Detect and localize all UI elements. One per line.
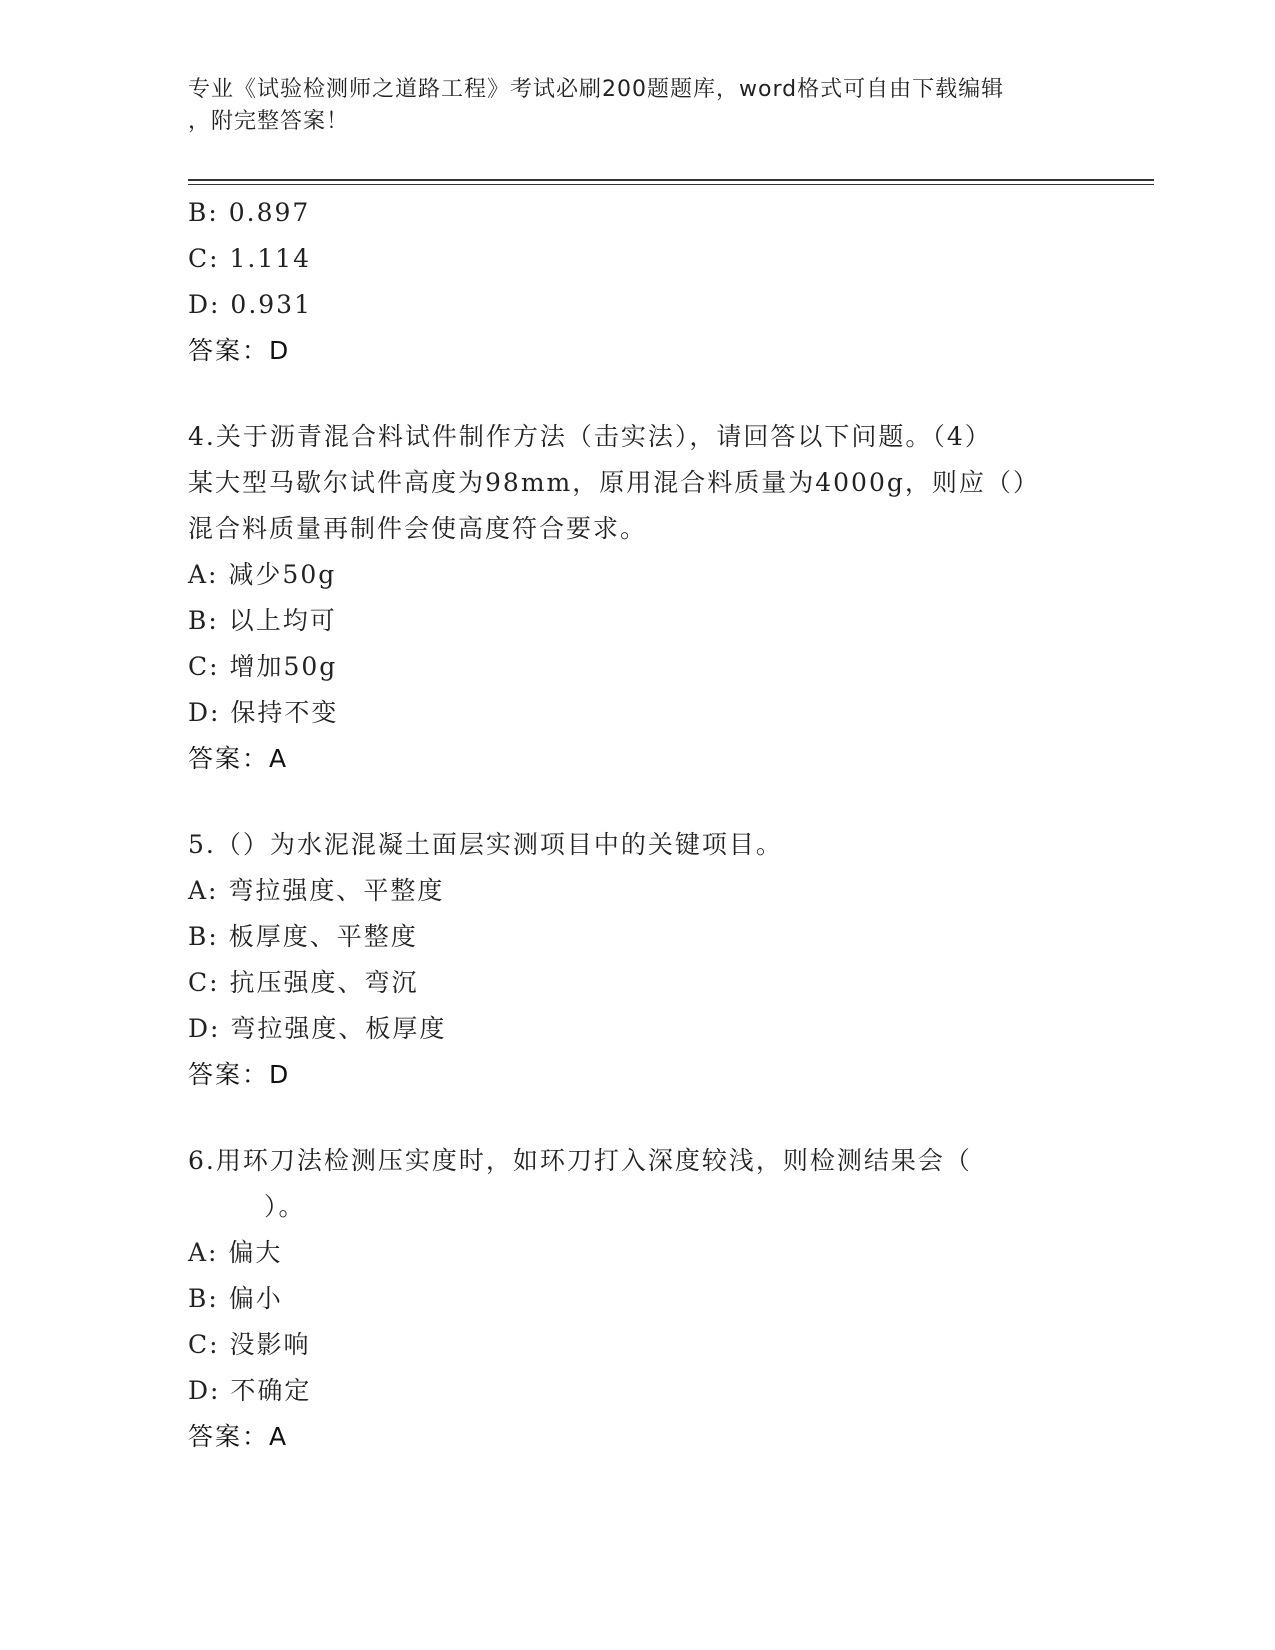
option-b: B: 0.897 — [188, 198, 311, 227]
question-stem-line: 6.用环刀法检测压实度时，如环刀打入深度较浅，则检测结果会（ — [188, 1146, 972, 1175]
question-6 — [188, 1138, 1068, 1460]
option-a: A: 弯拉强度、平整度 — [188, 876, 445, 905]
question-stem-line: 4.关于沥青混合料试件制作方法（击实法），请回答以下问题。（4） — [188, 422, 992, 451]
header-divider-thick — [188, 179, 1154, 181]
question-gap — [188, 782, 1068, 822]
option-d: D: 0.931 — [188, 290, 312, 319]
question-gap — [188, 374, 1068, 414]
option-d: D: 不确定 — [188, 1376, 312, 1405]
option-b: B: 以上均可 — [188, 606, 337, 635]
question-stem-line: ）。 — [264, 1192, 306, 1221]
answer-line: 答案：D — [188, 1060, 291, 1089]
header-title-line-2: ，附完整答案！ — [188, 109, 350, 134]
option-a: A: 偏大 — [188, 1238, 283, 1267]
question-gap — [188, 1098, 1068, 1138]
header-divider-thin — [188, 184, 1154, 185]
question-stem-line: 混合料质量再制件会使高度符合要求。 — [188, 514, 648, 543]
option-d: D: 弯拉强度、板厚度 — [188, 1014, 447, 1043]
option-a: A: 减少50g — [188, 560, 337, 589]
question-5 — [188, 822, 1068, 1098]
question-list — [188, 190, 1068, 1460]
option-c: C: 增加50g — [188, 652, 338, 681]
option-d: D: 保持不变 — [188, 698, 339, 727]
question-stem-line: 5.（）为水泥混凝土面层实测项目中的关键项目。 — [188, 830, 783, 859]
answer-line: 答案：A — [188, 744, 289, 773]
header-title-line-1: 专业《试验检测师之道路工程》考试必刷200题题库，word格式可自由下载编辑 — [188, 77, 1005, 102]
option-c: C: 没影响 — [188, 1330, 311, 1359]
option-c: C: 抗压强度、弯沉 — [188, 968, 419, 997]
option-c: C: 1.114 — [188, 244, 312, 273]
answer-line: 答案：A — [188, 1422, 289, 1451]
option-b: B: 板厚度、平整度 — [188, 922, 418, 951]
question-3 — [188, 190, 1068, 374]
answer-line: 答案：D — [188, 336, 291, 365]
document-header — [188, 74, 1068, 138]
question-4 — [188, 414, 1068, 782]
question-stem-line: 某大型马歇尔试件高度为98mm，原用混合料质量为4000g，则应（） — [188, 468, 1040, 497]
option-b: B: 偏小 — [188, 1284, 283, 1313]
